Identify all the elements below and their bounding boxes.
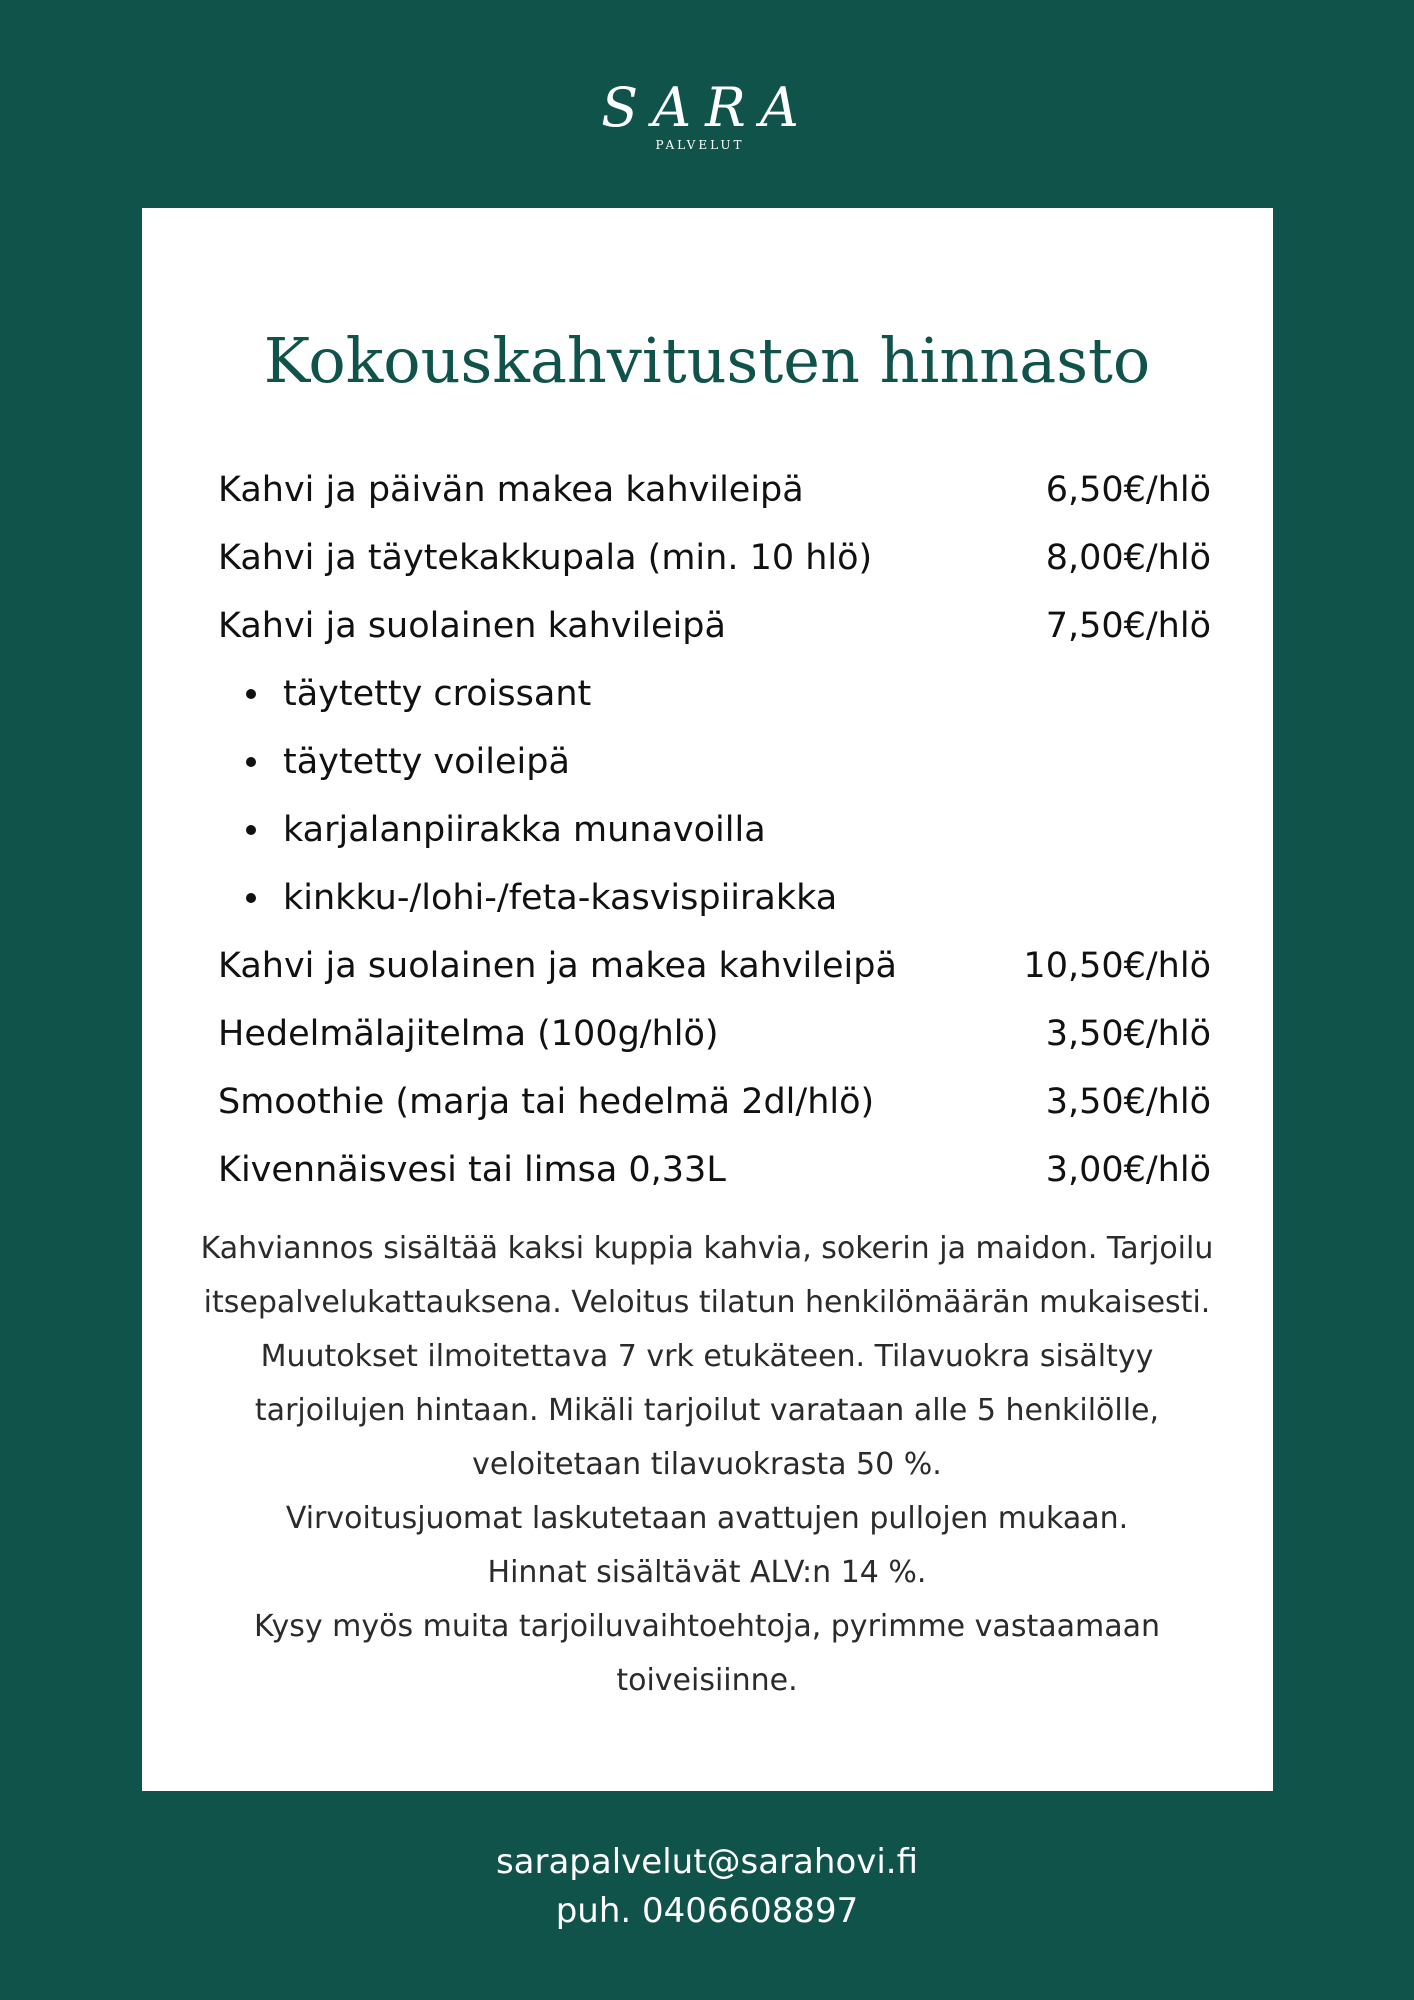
- note-paragraph: Kahviannos sisältää kaksi kuppia kahvia, sokerin ja maidon. Tarjoilu itsepalvelukattauksena. Veloitus tilatun henkilömäärän mukaisesti.: [200, 1231, 1214, 1320]
- note-paragraph: Muutokset ilmoitettava 7 vrk etukäteen. Tilavuokra sisältyy tarjoilujen hintaan. Mikäli tarjoilut varataan alle 5 henkilölle, veloitetaan tilavuokrasta 50 %.: [254, 1339, 1160, 1482]
- item-price: 3,50€/hlö: [1045, 1082, 1211, 1122]
- savory-option-label: karjalanpiirakka munavoilla: [283, 810, 766, 850]
- contact-phone[interactable]: puh. 0406608897: [555, 1891, 859, 1931]
- savory-option-label: täytetty croissant: [283, 674, 592, 714]
- bullet-icon: [246, 825, 256, 835]
- price-list: [218, 456, 1211, 1204]
- savory-option: [218, 660, 1211, 728]
- price-list-row: [218, 932, 1211, 1000]
- item-name: Hedelmälajitelma (100g/hlö): [218, 1014, 719, 1054]
- item-name: Kahvi ja päivän makea kahvileipä: [218, 470, 804, 510]
- item-price: 7,50€/hlö: [1045, 606, 1211, 646]
- price-list-row: [218, 592, 1211, 660]
- item-price: 6,50€/hlö: [1045, 470, 1211, 510]
- item-price: 3,00€/hlö: [1045, 1150, 1211, 1190]
- logo: [0, 78, 1400, 152]
- savory-option: [218, 864, 1211, 932]
- item-price: 3,50€/hlö: [1045, 1014, 1211, 1054]
- note-paragraph: Virvoitusjuomat laskutetaan avattujen pullojen mukaan.: [285, 1501, 1129, 1536]
- bullet-icon: [246, 757, 256, 767]
- savory-option-label: kinkku-/lohi-/feta-kasvispiirakka: [283, 878, 838, 918]
- price-list-row: [218, 456, 1211, 524]
- contact-footer: [0, 1838, 1414, 1936]
- price-list-row: [218, 1000, 1211, 1068]
- contact-email[interactable]: sarapalvelut@sarahovi.fi: [495, 1842, 919, 1882]
- terms-notes: [200, 1222, 1214, 1708]
- item-name: Kahvi ja täytekakkupala (min. 10 hlö): [218, 538, 873, 578]
- price-list-row: [218, 524, 1211, 592]
- savory-option: [218, 796, 1211, 864]
- logo-name: SARA: [601, 76, 813, 139]
- item-name: Smoothie (marja tai hedelmä 2dl/hlö): [218, 1082, 875, 1122]
- price-list-row: [218, 1068, 1211, 1136]
- note-paragraph: Hinnat sisältävät ALV:n 14 %.: [487, 1555, 927, 1590]
- item-name: Kahvi ja suolainen kahvileipä: [218, 606, 726, 646]
- savory-option-label: täytetty voileipä: [283, 742, 570, 782]
- note-paragraph: Kysy myös muita tarjoiluvaihtoehtoja, pyrimme vastaamaan toiveisiinne.: [254, 1609, 1160, 1698]
- bullet-icon: [246, 689, 256, 699]
- price-list-row: [218, 1136, 1211, 1204]
- item-name: Kahvi ja suolainen ja makea kahvileipä: [218, 946, 897, 986]
- logo-subtitle: PALVELUT: [655, 138, 745, 152]
- item-price: 10,50€/hlö: [1023, 946, 1211, 986]
- item-name: Kivennäisvesi tai limsa 0,33L: [218, 1150, 726, 1190]
- bullet-icon: [246, 893, 256, 903]
- savory-option: [218, 728, 1211, 796]
- item-price: 8,00€/hlö: [1045, 538, 1211, 578]
- page-title: Kokouskahvitusten hinnasto: [263, 324, 1151, 397]
